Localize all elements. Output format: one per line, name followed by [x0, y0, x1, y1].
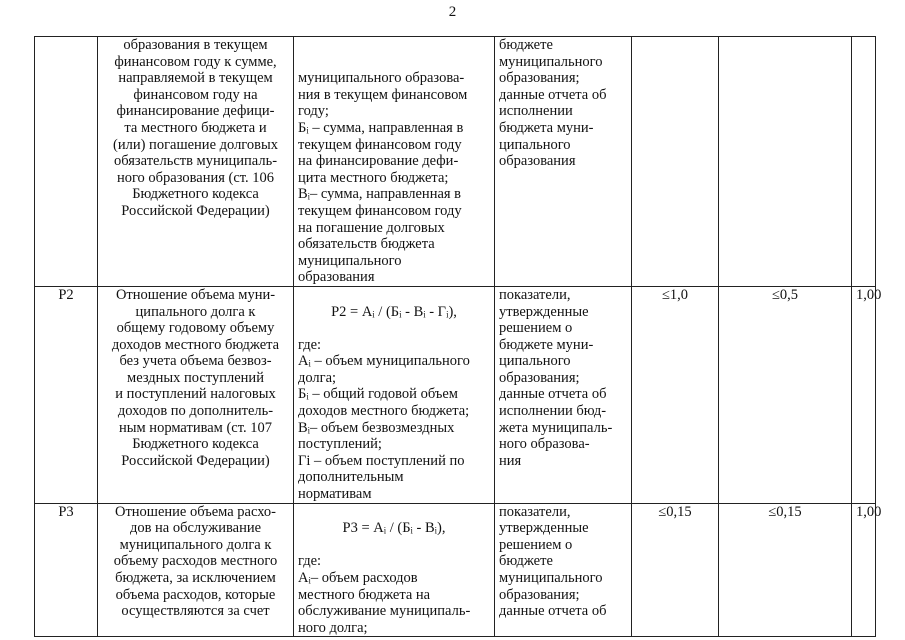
indicator-threshold-2: ≤0,15 [719, 503, 852, 637]
indicator-weight [852, 37, 876, 287]
formula-definitions: муниципального образова- ния в текущем финансовом году; Бᵢ – сумма, направленная в текущем финансовом году на финансирование дефи- цита местного бюджета; Вᵢ– сумма, направленная в текущем финансовом году на погашение долговых обязательств бюджета муниципального образования [298, 70, 468, 286]
indicator-threshold-2 [719, 37, 852, 287]
formula-expression: Р3 = Аᵢ / (Бᵢ - Вᵢ), [342, 520, 446, 537]
indicator-threshold-1: ≤0,15 [632, 503, 719, 637]
indicator-description: образования в текущем финансовом году к сумме, направляемой в текущем финансовом году на финансирование дефици- та местного бюджета и (или) погашение долговых обязательств муниципаль- ного образования (ст. 106 Бюджетного кодекса Российской Федерации) [98, 37, 294, 287]
page-number: 2 [448, 4, 457, 20]
formula-expression: Р2 = Аᵢ / (Бᵢ - Вᵢ - Гᵢ), [331, 303, 457, 320]
table-row [35, 503, 876, 637]
indicator-formula [294, 37, 495, 287]
indicator-weight: 1,00 [852, 286, 876, 503]
indicator-code: Р2 [35, 286, 98, 503]
indicator-source: показатели, утвержденные решением о бюджете муни- ципального образования; данные отчета об исполнении бюд- жета муниципаль- ного образова- ния [495, 286, 632, 503]
indicator-weight: 1,00 [852, 503, 876, 637]
indicator-description: Отношение объема муни- ципального долга к общему годовому объему доходов местного бюджета без учета объема безвоз- мездных поступлений и поступлений налоговых доходов по дополнитель- ным нормативам (ст. 107 Бюджетного кодекса Российской Федерации) [98, 286, 294, 503]
indicator-threshold-1: ≤1,0 [632, 286, 719, 503]
formula-definitions: где: Аᵢ – объем муниципального долга; Бᵢ – общий годовой объем доходов местного бюджета; Вᵢ– объем безвозмездных поступлений; Гi – объем поступлений по дополнительным нормативам [298, 336, 470, 503]
table-row [35, 37, 876, 287]
indicator-formula [294, 503, 495, 637]
indicator-threshold-2: ≤0,5 [719, 286, 852, 503]
indicators-table [34, 36, 882, 637]
indicator-description: Отношение объема расхо- дов на обслуживание муниципального долга к объему расходов местного бюджета, за исключением объема расходов, которые осуществляются за счет [98, 503, 294, 637]
indicator-code: Р3 [35, 503, 98, 637]
indicator-threshold-1 [632, 37, 719, 287]
table-row [35, 286, 876, 503]
indicator-source: показатели, утвержденные решением о бюджете муниципального образования; данные отчета об [495, 503, 632, 637]
formula-definitions: где: Аᵢ– объем расходов местного бюджета на обслуживание муниципаль- ного долга; [298, 553, 471, 636]
indicator-formula [294, 286, 495, 503]
indicator-code [35, 37, 98, 287]
indicator-source: бюджете муниципального образования; данные отчета об исполнении бюджета муни- ципального образования [495, 37, 632, 287]
